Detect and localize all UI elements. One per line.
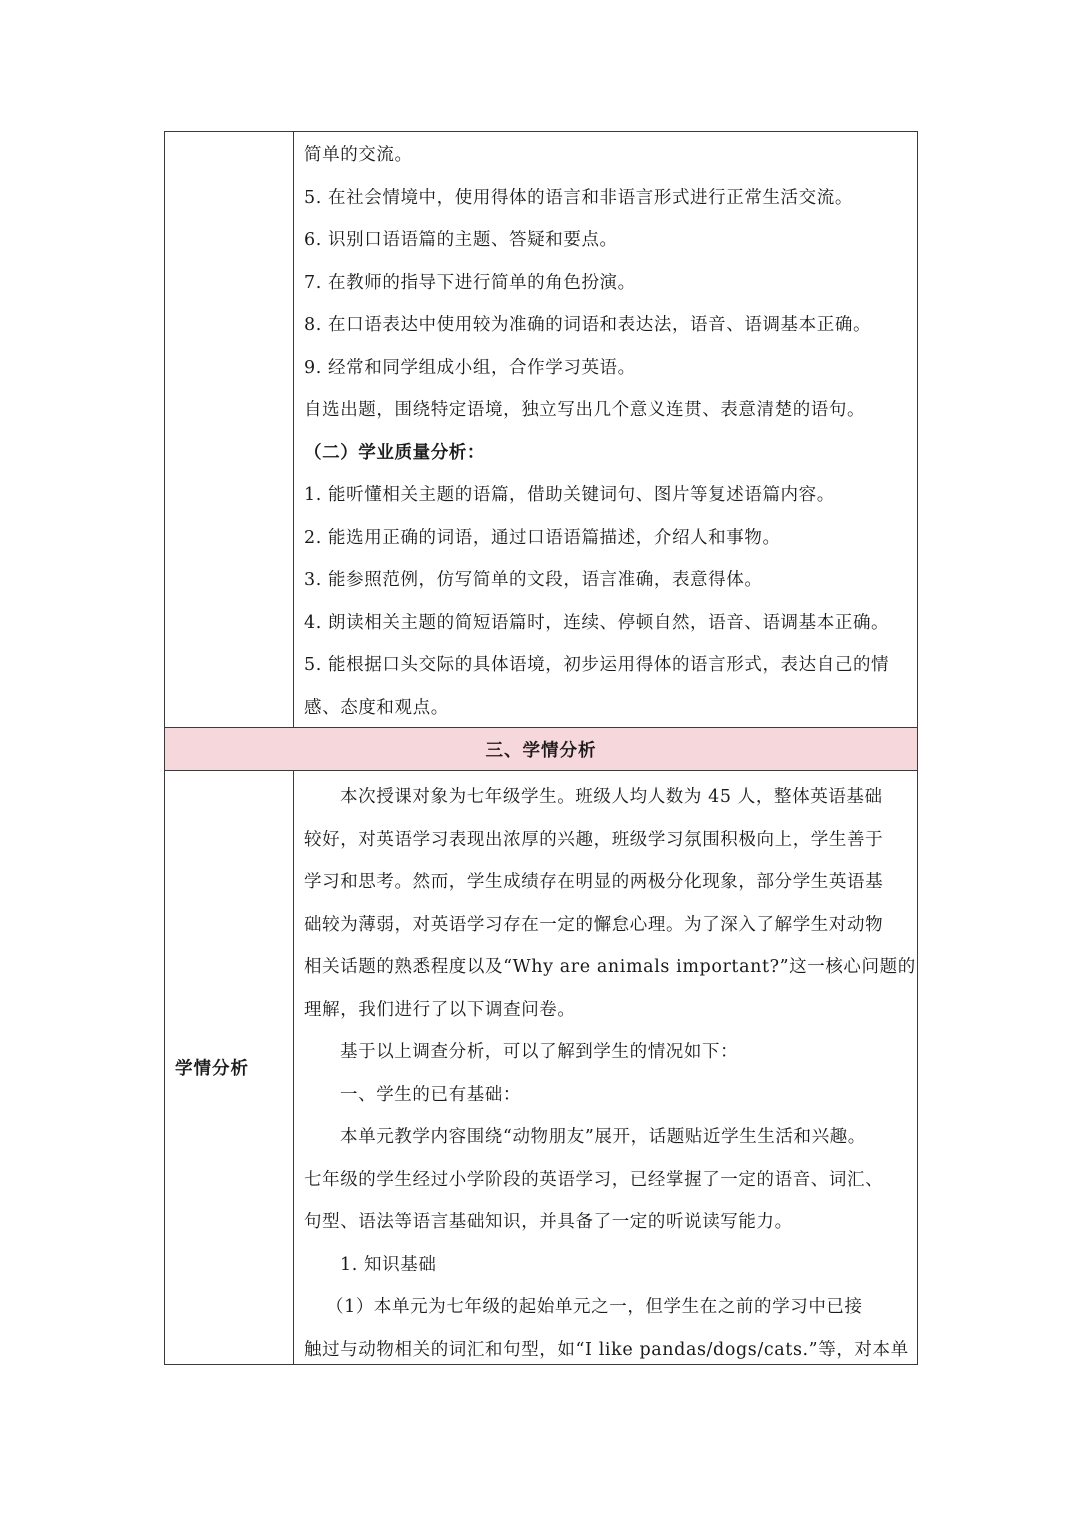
text-line: 理解，我们进行了以下调查问卷。 <box>304 999 576 1020</box>
text-line: 相关话题的熟悉程度以及“Why are animals important?”这一核心问题的 <box>304 957 916 977</box>
text-line: 简单的交流。 <box>304 145 413 165</box>
text-line: 七年级的学生经过小学阶段的英语学习，已经掌握了一定的语音、词汇、 <box>304 1169 884 1190</box>
text-line: 句型、语法等语言基础知识，并具备了一定的听说读写能力。 <box>304 1212 793 1232</box>
text-line: 础较为薄弱，对英语学习存在一定的懈怠心理。为了深入了解学生对动物 <box>304 914 884 935</box>
text-line: 较好，对英语学习表现出浓厚的兴趣，班级学习氛围积极向上，学生善于 <box>304 829 884 850</box>
text-line: 3. 能参照范例，仿写简单的文段，语言准确，表意得体。 <box>304 570 763 590</box>
table-cell-standards-content <box>294 132 917 727</box>
text-line: 一、学生的已有基础： <box>340 1084 521 1105</box>
table-row-standards <box>165 132 917 727</box>
text-line: 5. 能根据口头交际的具体语境，初步运用得体的语言形式，表达自己的情 <box>304 655 890 675</box>
document-table <box>164 131 918 1365</box>
text-line: 4. 朗读相关主题的简短语篇时，连续、停顿自然，语音、语调基本正确。 <box>304 612 890 633</box>
text-line: 本次授课对象为七年级学生。班级人均人数为 45 人，整体英语基础 <box>340 787 883 807</box>
text-line: 自选出题，围绕特定语境，独立写出几个意义连贯、表意清楚的语句。 <box>304 400 866 420</box>
text-line: 学习和思考。然而，学生成绩存在明显的两极分化现象，部分学生英语基 <box>304 872 884 892</box>
text-line: 7. 在教师的指导下进行简单的角色扮演。 <box>304 272 636 293</box>
section-header-row <box>165 727 917 770</box>
text-line: 5. 在社会情境中，使用得体的语言和非语言形式进行正常生活交流。 <box>304 187 853 208</box>
text-line: 基于以上调查分析，可以了解到学生的情况如下： <box>340 1042 739 1062</box>
text-line: 1. 能听懂相关主题的语篇，借助关键词句、图片等复述语篇内容。 <box>304 485 835 505</box>
table-cell-empty <box>165 132 294 727</box>
text-line: 8. 在口语表达中使用较为准确的词语和表达法，语音、语调基本正确。 <box>304 315 872 335</box>
table-row-analysis <box>165 770 917 1364</box>
section-header-title: 三、学情分析 <box>485 740 597 761</box>
text-line: 本单元教学内容围绕“动物朋友”展开，话题贴近学生生活和兴趣。 <box>340 1127 866 1147</box>
table-cell-label <box>165 771 294 1364</box>
table-cell-analysis-content <box>294 771 924 1364</box>
text-line: 9. 经常和同学组成小组，合作学习英语。 <box>304 357 636 378</box>
text-line: 1. 知识基础 <box>340 1254 437 1275</box>
text-line: （1）本单元为七年级的起始单元之一，但学生在之前的学习中已接 <box>326 1297 863 1317</box>
text-line: 6. 识别口语语篇的主题、答疑和要点。 <box>304 230 618 250</box>
text-line: 感、态度和观点。 <box>304 697 449 718</box>
subsection-heading: （二）学业质量分析： <box>304 442 485 463</box>
text-line: 2. 能选用正确的词语，通过口语语篇描述，介绍人和事物。 <box>304 527 781 548</box>
text-line: 触过与动物相关的词汇和句型，如“I like pandas/dogs/cats.”等，对本单 <box>304 1339 909 1360</box>
row-label: 学情分析 <box>175 1059 249 1079</box>
